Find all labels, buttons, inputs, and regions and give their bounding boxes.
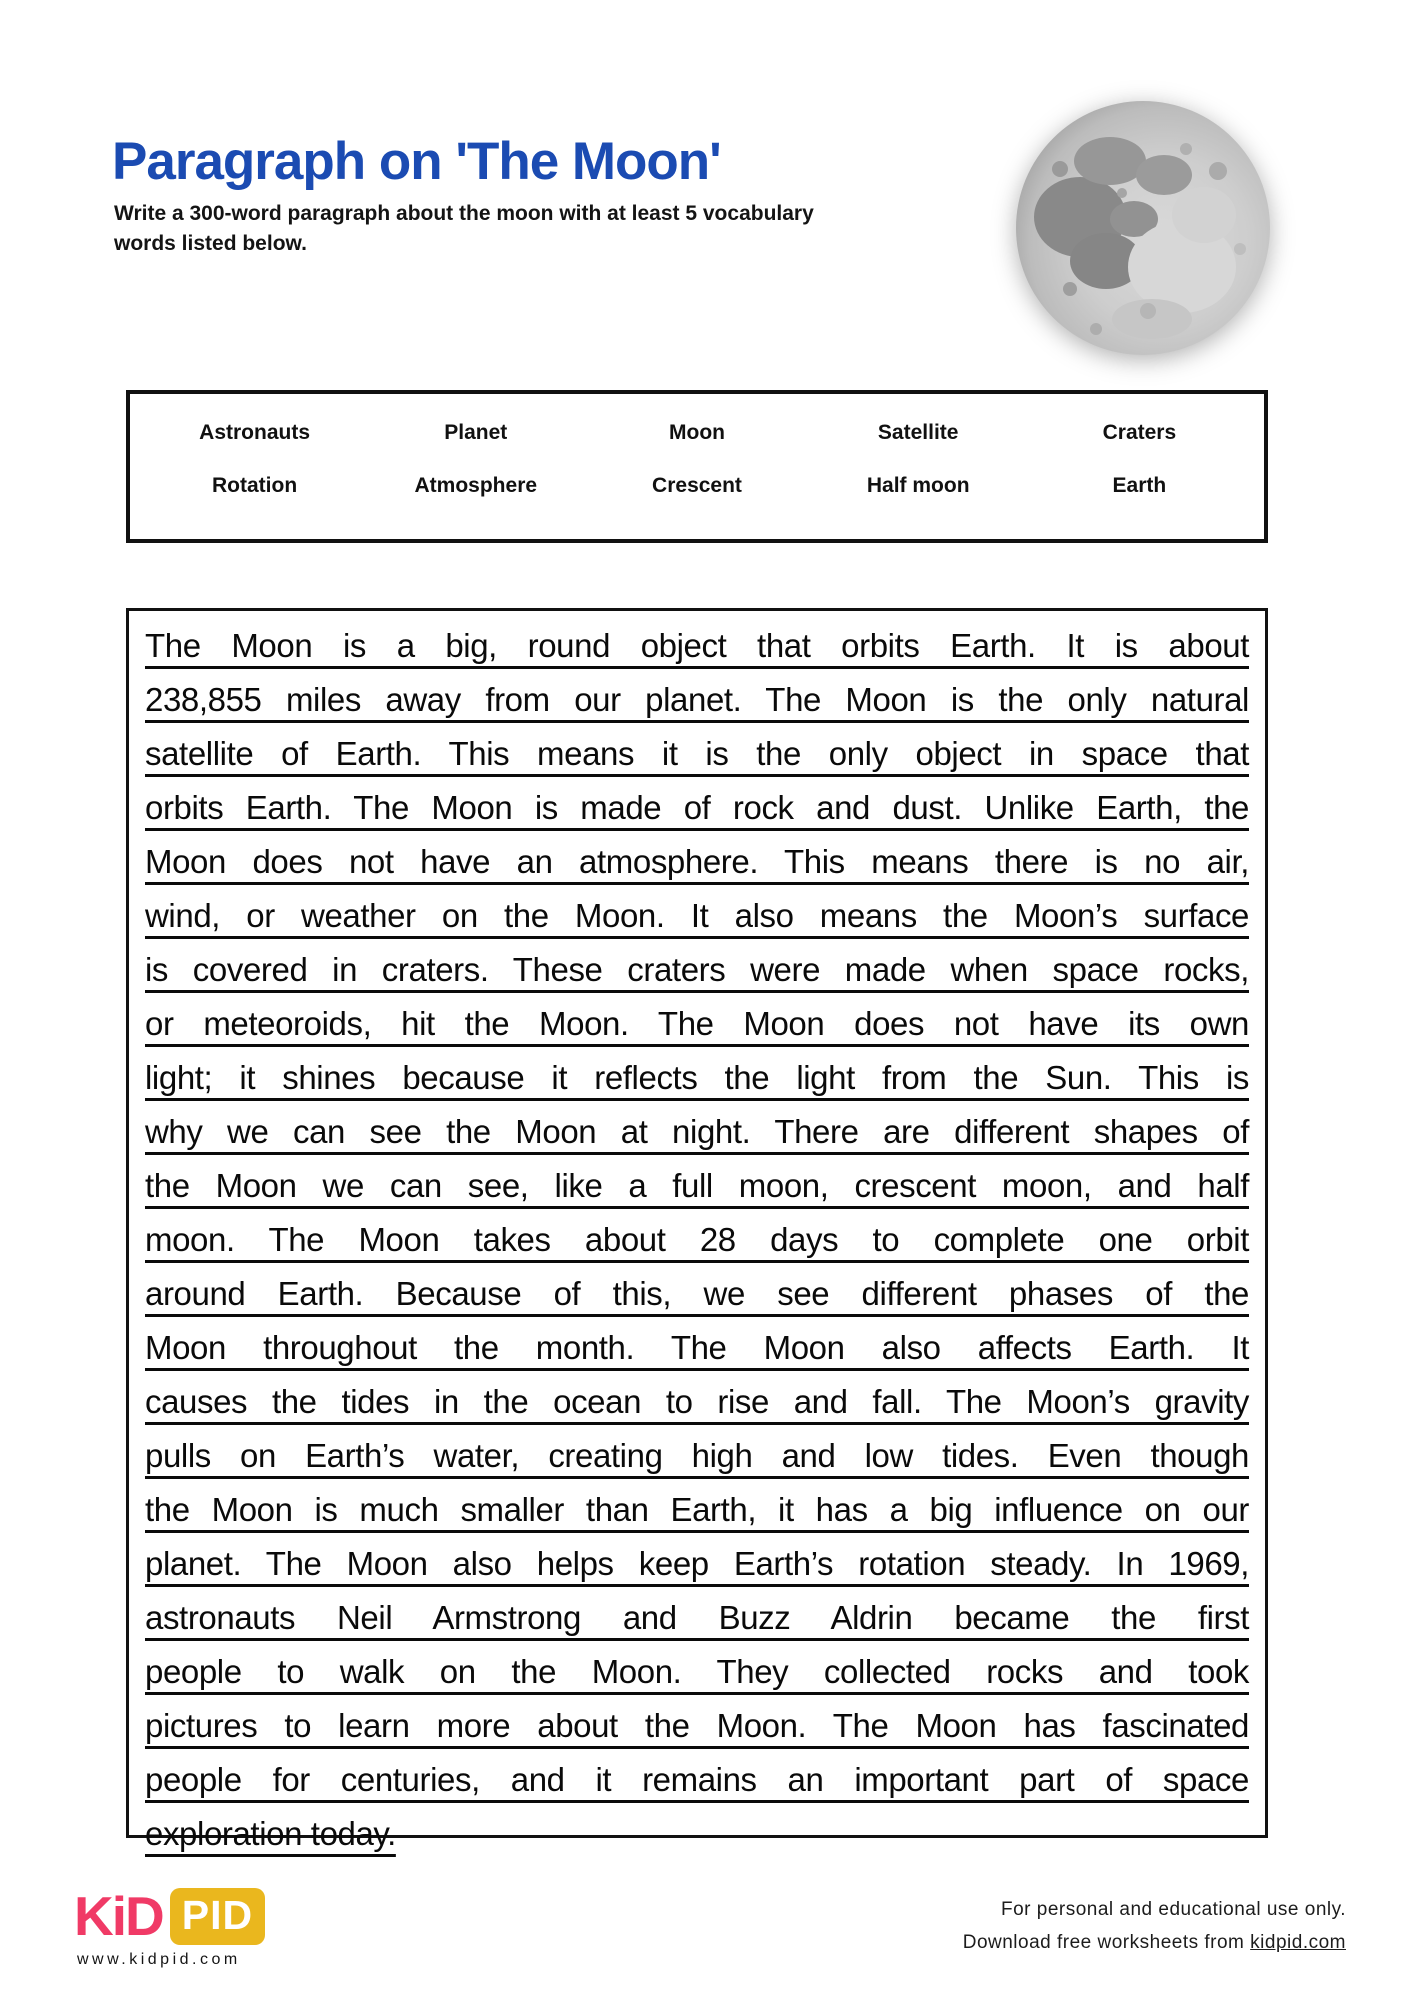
paragraph-line: the Moon we can see, like a full moon, crescent moon, and half — [145, 1167, 1249, 1204]
paragraph-line: satellite of Earth. This means it is the only object in space that — [145, 735, 1249, 772]
moon-image — [1012, 97, 1274, 359]
paragraph-box — [126, 608, 1268, 1852]
vocab-word: Atmosphere — [414, 474, 538, 497]
paragraph-line: pictures to learn more about the Moon. The Moon has fascinated — [145, 1707, 1249, 1744]
instructions-text: Write a 300-word paragraph about the moon with at least 5 vocabulary words listed below. — [114, 202, 814, 255]
paragraph-line: The Moon is a big, round object that orbits Earth. It is about — [145, 627, 1249, 664]
paragraph-line: pulls on Earth’s water, creating high and low tides. Even though — [145, 1437, 1249, 1474]
vocab-word: Half moon — [866, 474, 970, 497]
vocab-word: Planet — [444, 421, 508, 444]
logo-kid-text: KiD — [74, 1885, 163, 1947]
vocab-word: Craters — [1102, 421, 1177, 444]
kidpid-link[interactable]: kidpid.com — [1250, 1932, 1346, 1953]
usage-note: For personal and educational use only. — [1000, 1899, 1346, 1920]
paragraph-line: wind, or weather on the Moon. It also means the Moon’s surface — [145, 897, 1249, 934]
paragraph-line: why we can see the Moon at night. There are different shapes of — [145, 1113, 1249, 1150]
full-moon-icon — [1012, 97, 1274, 359]
paragraph-line: people for centuries, and it remains an important part of space — [145, 1761, 1249, 1798]
paragraph-line: is covered in craters. These craters were made when space rocks, — [145, 951, 1249, 988]
paragraph-line: light; it shines because it reflects the light from the Sun. This is — [145, 1059, 1249, 1096]
vocab-word: Satellite — [877, 421, 959, 444]
website-url: www.kidpid.com — [77, 1951, 241, 1968]
paragraph-line: people to walk on the Moon. They collected rocks and took — [145, 1653, 1249, 1690]
paragraph-line: astronauts Neil Armstrong and Buzz Aldrin became the first — [145, 1599, 1249, 1636]
vocab-word: Crescent — [652, 474, 742, 497]
vocab-word: Earth — [1112, 474, 1167, 497]
paragraph-line: exploration today. — [145, 1815, 396, 1852]
paragraph-line: orbits Earth. The Moon is made of rock and dust. Unlike Earth, the — [145, 789, 1249, 826]
paragraph-lines — [145, 619, 1249, 1861]
vocab-word: Moon — [669, 421, 725, 444]
paragraph-line: Moon does not have an atmosphere. This means there is no air, — [145, 843, 1249, 880]
vocabulary-grid — [130, 394, 1264, 498]
vocabulary-box — [126, 390, 1268, 543]
logo-pid-badge: PID — [170, 1888, 265, 1945]
kidpid-logo — [74, 1884, 265, 1948]
download-note-prefix: Download free worksheets from — [962, 1932, 1251, 1953]
vocab-word: Astronauts — [199, 421, 311, 444]
paragraph-line: 238,855 miles away from our planet. The Moon is the only natural — [145, 681, 1249, 718]
paragraph-line: or meteoroids, hit the Moon. The Moon does not have its own — [145, 1005, 1249, 1042]
footer-note — [963, 1893, 1346, 1959]
paragraph-line: around Earth. Because of this, we see different phases of the — [145, 1275, 1249, 1312]
paragraph-line: planet. The Moon also helps keep Earth’s rotation steady. In 1969, — [145, 1545, 1249, 1582]
vocab-word: Rotation — [212, 474, 298, 497]
paragraph-line: moon. The Moon takes about 28 days to complete one orbit — [145, 1221, 1249, 1258]
download-note — [963, 1926, 1346, 1959]
paragraph-line: causes the tides in the ocean to rise and fall. The Moon’s gravity — [145, 1383, 1249, 1420]
paragraph-line: Moon throughout the month. The Moon also affects Earth. It — [145, 1329, 1249, 1366]
page-title: Paragraph on 'The Moon' — [112, 132, 721, 191]
paragraph-line: the Moon is much smaller than Earth, it has a big influence on our — [145, 1491, 1249, 1528]
